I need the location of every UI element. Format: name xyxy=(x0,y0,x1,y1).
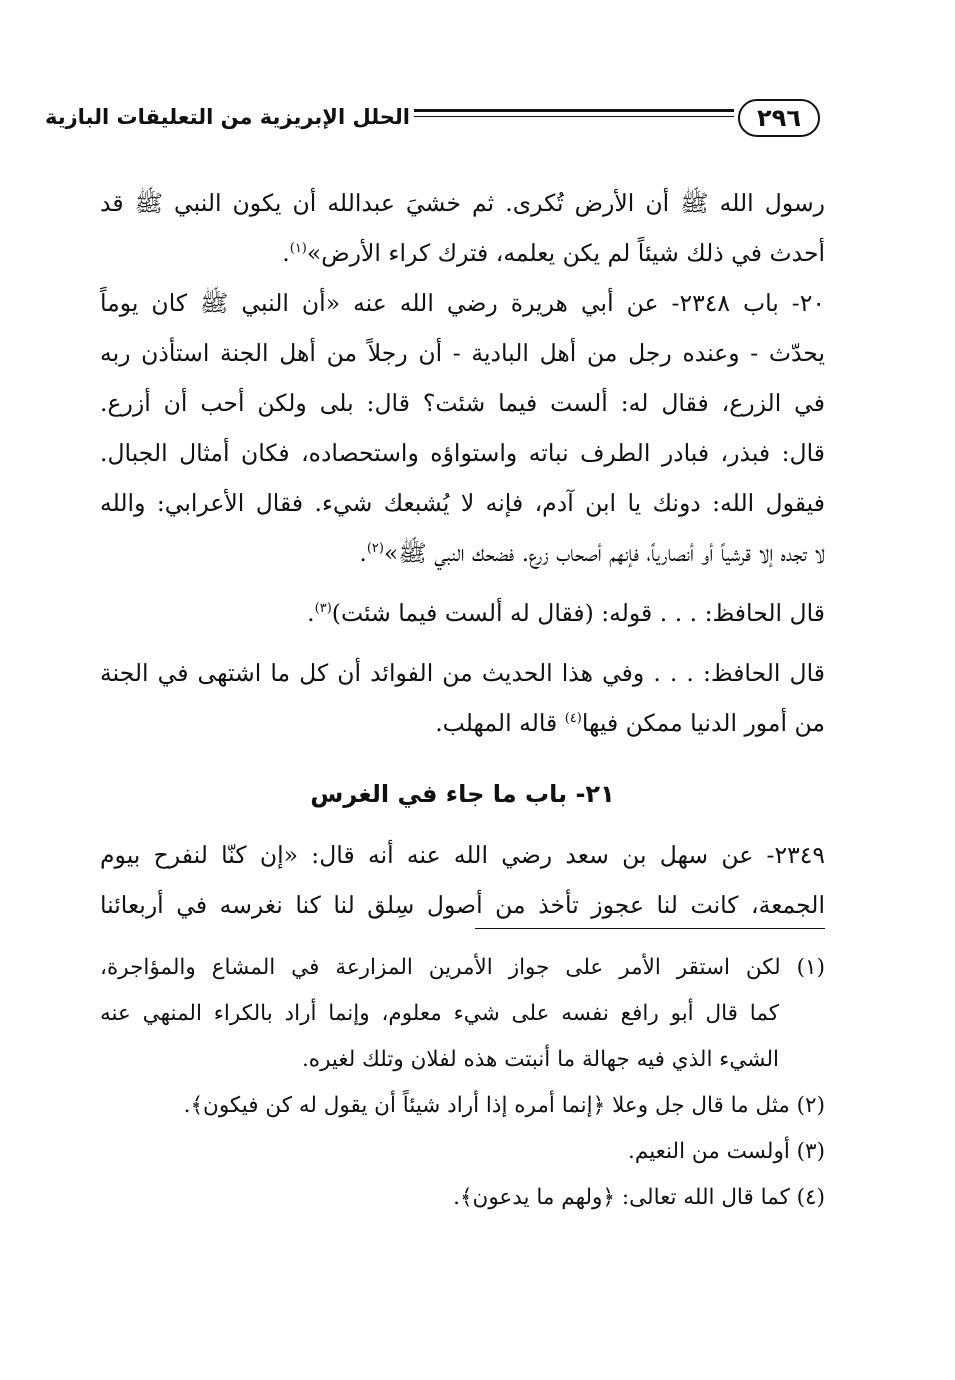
footnote-marker: (٣) xyxy=(314,601,332,617)
text-line: يحدّث - وعنده رجل من أهل البادية - أن رجلاً من أهل الجنة استأذن ربه xyxy=(100,339,825,367)
running-title: الحلل الإبريزية من التعليقات البازية xyxy=(44,105,410,129)
footnote-marker: (٢) xyxy=(366,541,384,557)
footnote-separator xyxy=(475,928,825,929)
main-text xyxy=(100,178,825,930)
header-rule-thin xyxy=(414,116,734,117)
header-rule xyxy=(414,109,734,112)
footnote-line: (٢) مثل ما قال جل وعلا ﴿إنما أمره إذا أراد شيئاً أن يقول له كن فيكون﴾. xyxy=(183,1093,825,1118)
text-line: قال الحافظ: . . . قوله: (فقال له ألست فيما شئت)$^{(٣)}$. xyxy=(307,599,825,627)
text-line: فيقول الله: دونك يا ابن آدم، فإنه لا يُشبعك شيء. فقال الأعرابي: والله xyxy=(100,489,825,517)
text-line: قال: فبذر، فبادر الطرف نباته واستواؤه واستحصاده، فكان أمثال الجبال. xyxy=(100,439,825,467)
footnotes xyxy=(100,945,825,1221)
section-heading: ٢١- باب ما جاء في الغرس xyxy=(310,780,615,808)
text-line: لا تجده إلا قرشياً أو أنصارياً، فإنهم أصحاب زرع. فضحك النبي ﷺ»$^{(٢)}$. xyxy=(359,539,825,567)
text-line: ٢٠- باب ٢٣٤٨- عن أبي هريرة رضي الله عنه «أن النبي ﷺ كان يوماً xyxy=(100,289,825,317)
page-header xyxy=(44,95,820,145)
footnote-line: (٣) أولست من النعيم. xyxy=(628,1139,825,1164)
footnote-marker: (٤) xyxy=(564,711,582,727)
text-line: من أمور الدنيا ممكن فيها$^{(٤)}$ قاله المهلب. xyxy=(435,709,825,737)
text-line: الجمعة، كانت لنا عجوز تأخذ من أصول سِلق لنا كنا نغرسه في أربعائنا xyxy=(100,891,825,919)
text-line: قال الحافظ: . . . وفي هذا الحديث من الفوائد أن كل ما اشتهى في الجنة xyxy=(100,659,825,687)
footnote-marker: (١) xyxy=(289,241,307,257)
footnote-line: كما قال أبو رافع نفسه على شيء معلوم، وإنما أراد بالكراء المنهي عنه xyxy=(100,1001,779,1026)
footnote-line: الشيء الذي فيه جهالة ما أنبتت هذه لفلان وتلك لغيره. xyxy=(301,1047,779,1072)
text-line: رسول الله ﷺ أن الأرض تُكرى. ثم خشيَ عبدالله أن يكون النبي ﷺ قد xyxy=(100,189,825,217)
text-line: ٢٣٤٩- عن سهل بن سعد رضي الله عنه أنه قال: «إن كنّا لنفرح بيوم xyxy=(100,841,825,869)
footnote-line: (٤) كما قال الله تعالى: ﴿ولهم ما يدعون﴾. xyxy=(453,1185,825,1210)
page-number: ٢٩٦ xyxy=(738,99,820,137)
footnote-line: (١) لكن استقر الأمر على جواز الأمرين المزارعة في المشاع والمؤاجرة، xyxy=(100,955,825,980)
text-line: أحدث في ذلك شيئاً لم يكن يعلمه، فترك كراء الأرض»$^{(١)}$. xyxy=(282,239,825,267)
text-line: في الزرع، فقال له: ألست فيما شئت؟ قال: بلى ولكن أحب أن أزرع. xyxy=(100,389,825,417)
